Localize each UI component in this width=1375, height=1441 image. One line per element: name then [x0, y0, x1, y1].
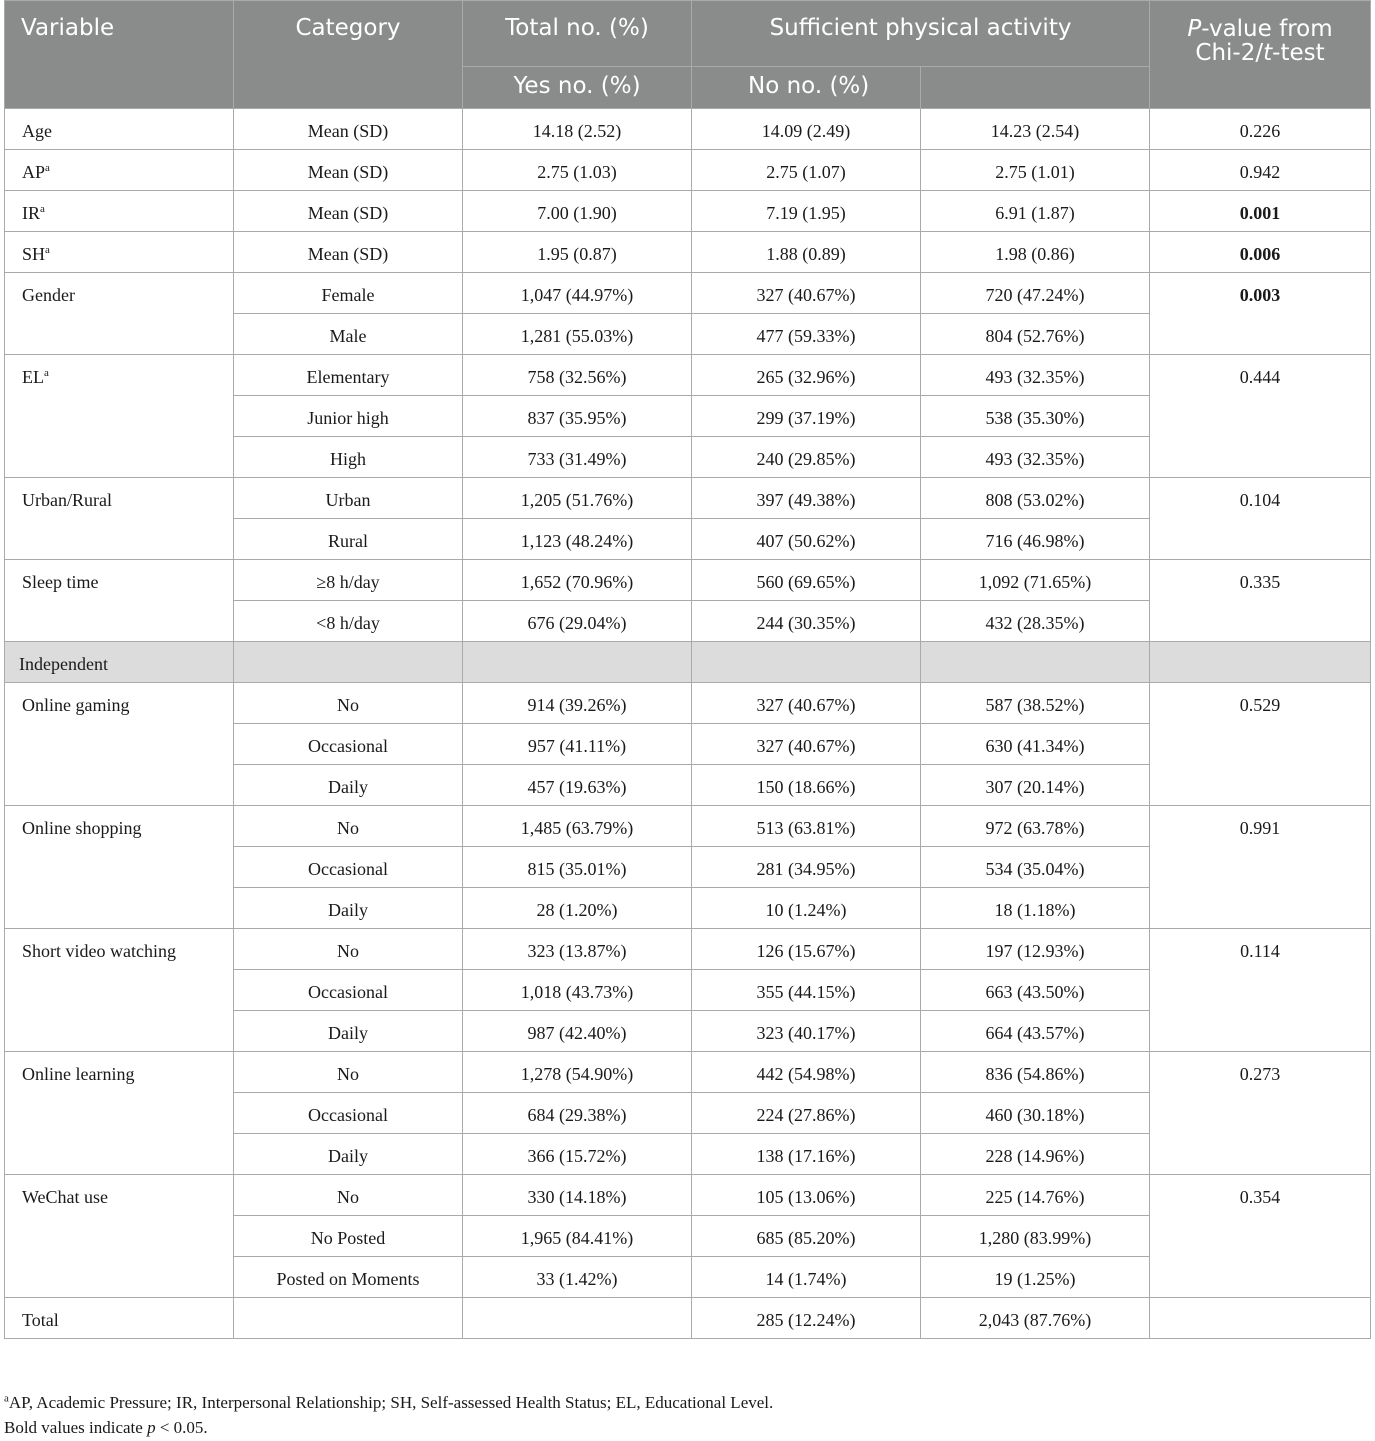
footnote-bold-prefix: Bold values indicate [4, 1418, 148, 1437]
cell-total: 987 (42.40%) [463, 1011, 692, 1052]
cell-variable: Short video watching [5, 929, 234, 1052]
var-label: SH [22, 244, 46, 264]
footnote-marker: a [4, 1392, 9, 1405]
cell-no: 720 (47.24%) [921, 273, 1150, 314]
table-row-sh [5, 232, 1371, 273]
section-empty [463, 642, 692, 683]
cell-variable [5, 355, 234, 478]
cell-pvalue: 0.444 [1150, 355, 1371, 478]
cell-pvalue: 0.354 [1150, 1175, 1371, 1298]
cell-total: 957 (41.11%) [463, 724, 692, 765]
cell-yes: 327 (40.67%) [692, 273, 921, 314]
cell-yes: 397 (49.38%) [692, 478, 921, 519]
cell-total: 28 (1.20%) [463, 888, 692, 929]
physical-activity-table [4, 0, 1371, 1339]
table-row-sleep [5, 560, 1371, 601]
table-row-learning [5, 1052, 1371, 1093]
cell-variable: Age [5, 109, 234, 150]
cell-variable: Urban/Rural [5, 478, 234, 560]
cell-yes: 442 (54.98%) [692, 1052, 921, 1093]
cell-category: No Posted [234, 1216, 463, 1257]
cell-total [463, 1298, 692, 1339]
cell-category: Elementary [234, 355, 463, 396]
cell-no: 493 (32.35%) [921, 355, 1150, 396]
cell-category [234, 1298, 463, 1339]
cell-total: 914 (39.26%) [463, 683, 692, 724]
cell-yes: 7.19 (1.95) [692, 191, 921, 232]
header-pvalue-t: t [1263, 40, 1273, 66]
cell-category: Daily [234, 765, 463, 806]
cell-yes: 281 (34.95%) [692, 847, 921, 888]
footnote-marker: a [44, 367, 49, 379]
cell-yes: 14 (1.74%) [692, 1257, 921, 1298]
cell-no: 2.75 (1.01) [921, 150, 1150, 191]
cell-variable [5, 232, 234, 273]
table-row-section-independent [5, 642, 1371, 683]
cell-category: Occasional [234, 847, 463, 888]
table-row-ir [5, 191, 1371, 232]
cell-no: 836 (54.86%) [921, 1052, 1150, 1093]
header-total: Total no. (%) [463, 1, 692, 67]
cell-category: Male [234, 314, 463, 355]
cell-total: 733 (31.49%) [463, 437, 692, 478]
cell-yes: 1.88 (0.89) [692, 232, 921, 273]
section-empty [234, 642, 463, 683]
cell-yes: 285 (12.24%) [692, 1298, 921, 1339]
cell-total: 837 (35.95%) [463, 396, 692, 437]
cell-no: 225 (14.76%) [921, 1175, 1150, 1216]
cell-variable: Gender [5, 273, 234, 355]
cell-pvalue: 0.991 [1150, 806, 1371, 929]
cell-category: Daily [234, 1011, 463, 1052]
cell-category: No [234, 1052, 463, 1093]
cell-category: No [234, 683, 463, 724]
header-pvalue [1150, 1, 1371, 109]
cell-pvalue: 0.006 [1150, 232, 1371, 273]
cell-total: 14.18 (2.52) [463, 109, 692, 150]
table-header [5, 1, 1371, 109]
cell-variable: Online learning [5, 1052, 234, 1175]
cell-variable [5, 150, 234, 191]
header-pvalue-chi: Chi-2/ [1195, 40, 1264, 66]
cell-no: 1,092 (71.65%) [921, 560, 1150, 601]
cell-no: 630 (41.34%) [921, 724, 1150, 765]
footnote-bold [4, 1415, 773, 1440]
cell-pvalue: 0.226 [1150, 109, 1371, 150]
cell-total: 1,278 (54.90%) [463, 1052, 692, 1093]
cell-no: 2,043 (87.76%) [921, 1298, 1150, 1339]
cell-no: 664 (43.57%) [921, 1011, 1150, 1052]
cell-no: 534 (35.04%) [921, 847, 1150, 888]
section-label: Independent [5, 642, 234, 683]
cell-variable: Total [5, 1298, 234, 1339]
header-pvalue-p: P [1187, 16, 1202, 42]
header-category: Category [234, 1, 463, 109]
footnote-marker: a [45, 244, 50, 256]
header-empty [921, 67, 1150, 109]
cell-category: No [234, 1175, 463, 1216]
cell-no: 228 (14.96%) [921, 1134, 1150, 1175]
cell-pvalue: 0.104 [1150, 478, 1371, 560]
cell-variable [5, 191, 234, 232]
cell-total: 323 (13.87%) [463, 929, 692, 970]
cell-pvalue: 0.273 [1150, 1052, 1371, 1175]
cell-category: No [234, 929, 463, 970]
cell-yes: 224 (27.86%) [692, 1093, 921, 1134]
cell-total: 2.75 (1.03) [463, 150, 692, 191]
table-row-gender [5, 273, 1371, 314]
cell-category: Daily [234, 888, 463, 929]
header-yes: Yes no. (%) [463, 67, 692, 109]
footnote-marker: a [45, 162, 50, 174]
cell-no: 19 (1.25%) [921, 1257, 1150, 1298]
cell-category: Rural [234, 519, 463, 560]
cell-category: Urban [234, 478, 463, 519]
cell-yes: 138 (17.16%) [692, 1134, 921, 1175]
cell-no: 1,280 (83.99%) [921, 1216, 1150, 1257]
cell-variable: Online shopping [5, 806, 234, 929]
cell-yes: 355 (44.15%) [692, 970, 921, 1011]
cell-pvalue: 0.001 [1150, 191, 1371, 232]
cell-yes: 126 (15.67%) [692, 929, 921, 970]
cell-category: High [234, 437, 463, 478]
cell-total: 1,205 (51.76%) [463, 478, 692, 519]
header-pvalue-mid: -value from [1201, 16, 1333, 42]
cell-yes: 265 (32.96%) [692, 355, 921, 396]
table-row-video [5, 929, 1371, 970]
var-label: IR [22, 203, 40, 223]
table-footnotes [4, 1390, 773, 1440]
table-row-shopping [5, 806, 1371, 847]
cell-category: Junior high [234, 396, 463, 437]
table-row-age [5, 109, 1371, 150]
cell-no: 18 (1.18%) [921, 888, 1150, 929]
cell-total: 1,123 (48.24%) [463, 519, 692, 560]
cell-yes: 327 (40.67%) [692, 683, 921, 724]
cell-category: Mean (SD) [234, 232, 463, 273]
section-empty [1150, 642, 1371, 683]
footnote-abbrev-text: AP, Academic Pressure; IR, Interpersonal Relationship; SH, Self-assessed Health Status; EL, Educational Level. [8, 1393, 774, 1412]
cell-pvalue: 0.335 [1150, 560, 1371, 642]
cell-no: 197 (12.93%) [921, 929, 1150, 970]
cell-total: 1.95 (0.87) [463, 232, 692, 273]
header-pvalue-test: -test [1272, 40, 1325, 66]
cell-no: 307 (20.14%) [921, 765, 1150, 806]
cell-yes: 105 (13.06%) [692, 1175, 921, 1216]
cell-no: 587 (38.52%) [921, 683, 1150, 724]
cell-yes: 10 (1.24%) [692, 888, 921, 929]
cell-total: 1,281 (55.03%) [463, 314, 692, 355]
cell-total: 1,652 (70.96%) [463, 560, 692, 601]
section-empty [921, 642, 1150, 683]
cell-total: 684 (29.38%) [463, 1093, 692, 1134]
cell-pvalue: 0.003 [1150, 273, 1371, 355]
cell-yes: 240 (29.85%) [692, 437, 921, 478]
var-label: AP [22, 162, 46, 182]
cell-no: 716 (46.98%) [921, 519, 1150, 560]
table-row-el [5, 355, 1371, 396]
cell-no: 432 (28.35%) [921, 601, 1150, 642]
table-row-ap [5, 150, 1371, 191]
cell-total: 1,018 (43.73%) [463, 970, 692, 1011]
cell-category: ≥8 h/day [234, 560, 463, 601]
cell-no: 14.23 (2.54) [921, 109, 1150, 150]
cell-yes: 407 (50.62%) [692, 519, 921, 560]
cell-yes: 327 (40.67%) [692, 724, 921, 765]
cell-variable: Online gaming [5, 683, 234, 806]
footnote-bold-p: p [147, 1418, 156, 1437]
cell-total: 1,965 (84.41%) [463, 1216, 692, 1257]
header-variable: Variable [5, 1, 234, 109]
cell-no: 538 (35.30%) [921, 396, 1150, 437]
cell-category: Mean (SD) [234, 150, 463, 191]
cell-yes: 685 (85.20%) [692, 1216, 921, 1257]
footnote-bold-suffix: < 0.05. [155, 1418, 208, 1437]
cell-category: Mean (SD) [234, 109, 463, 150]
cell-no: 663 (43.50%) [921, 970, 1150, 1011]
cell-no: 460 (30.18%) [921, 1093, 1150, 1134]
cell-pvalue: 0.114 [1150, 929, 1371, 1052]
cell-total: 457 (19.63%) [463, 765, 692, 806]
header-sufficient-activity: Sufficient physical activity [692, 1, 1150, 67]
cell-category: No [234, 806, 463, 847]
cell-no: 493 (32.35%) [921, 437, 1150, 478]
cell-total: 758 (32.56%) [463, 355, 692, 396]
cell-yes: 244 (30.35%) [692, 601, 921, 642]
cell-category: Occasional [234, 970, 463, 1011]
footnote-abbreviations [4, 1390, 773, 1415]
cell-yes: 150 (18.66%) [692, 765, 921, 806]
cell-no: 808 (53.02%) [921, 478, 1150, 519]
cell-yes: 513 (63.81%) [692, 806, 921, 847]
cell-pvalue [1150, 1298, 1371, 1339]
cell-category: Mean (SD) [234, 191, 463, 232]
cell-total: 676 (29.04%) [463, 601, 692, 642]
cell-no: 1.98 (0.86) [921, 232, 1150, 273]
data-table-container [4, 0, 1370, 1339]
cell-no: 972 (63.78%) [921, 806, 1150, 847]
cell-total: 330 (14.18%) [463, 1175, 692, 1216]
cell-pvalue: 0.529 [1150, 683, 1371, 806]
cell-yes: 299 (37.19%) [692, 396, 921, 437]
table-row-gaming [5, 683, 1371, 724]
cell-no: 6.91 (1.87) [921, 191, 1150, 232]
cell-category: <8 h/day [234, 601, 463, 642]
cell-total: 33 (1.42%) [463, 1257, 692, 1298]
cell-total: 815 (35.01%) [463, 847, 692, 888]
cell-no: 804 (52.76%) [921, 314, 1150, 355]
cell-total: 1,485 (63.79%) [463, 806, 692, 847]
cell-total: 7.00 (1.90) [463, 191, 692, 232]
var-label: EL [22, 367, 44, 387]
header-no: No no. (%) [692, 67, 921, 109]
cell-total: 1,047 (44.97%) [463, 273, 692, 314]
cell-yes: 2.75 (1.07) [692, 150, 921, 191]
table-body [5, 109, 1371, 1339]
section-empty [692, 642, 921, 683]
cell-yes: 477 (59.33%) [692, 314, 921, 355]
cell-pvalue: 0.942 [1150, 150, 1371, 191]
footnote-marker: a [40, 203, 45, 215]
cell-yes: 560 (69.65%) [692, 560, 921, 601]
cell-category: Daily [234, 1134, 463, 1175]
table-row-total [5, 1298, 1371, 1339]
cell-variable: Sleep time [5, 560, 234, 642]
table-row-wechat [5, 1175, 1371, 1216]
cell-variable: WeChat use [5, 1175, 234, 1298]
cell-total: 366 (15.72%) [463, 1134, 692, 1175]
cell-category: Occasional [234, 1093, 463, 1134]
cell-yes: 14.09 (2.49) [692, 109, 921, 150]
table-row-urban [5, 478, 1371, 519]
cell-category: Occasional [234, 724, 463, 765]
cell-category: Female [234, 273, 463, 314]
cell-yes: 323 (40.17%) [692, 1011, 921, 1052]
cell-category: Posted on Moments [234, 1257, 463, 1298]
